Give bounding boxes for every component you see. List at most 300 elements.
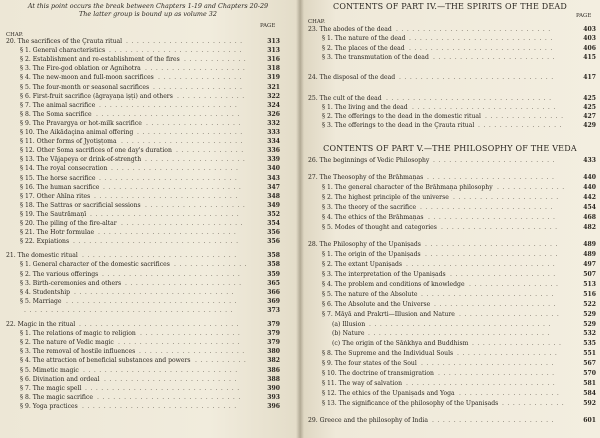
- toc-entry-title: § 4. The attraction of beneficial substances and powers: [20, 357, 191, 365]
- chapter-column-header: CHAP.: [308, 19, 325, 25]
- toc-section-row: [20, 394, 280, 401]
- toc-entry-title: § 5. Marriage: [20, 297, 62, 305]
- toc-page-number: 425: [583, 103, 596, 111]
- dot-leader: ..........................: [99, 101, 241, 109]
- toc-page-number: 352: [267, 210, 280, 218]
- toc-entry-title: § 6. The Absolute and the Universe: [322, 300, 431, 308]
- toc-page-number: 379: [267, 330, 280, 338]
- dot-leader: ................................: [66, 297, 240, 305]
- dot-leader: .............................: [82, 402, 240, 410]
- toc-chapter-row: [6, 252, 280, 259]
- toc-section-row: [20, 307, 280, 314]
- dot-leader: .........................: [421, 290, 557, 298]
- toc-page-number: 532: [583, 330, 596, 338]
- toc-entry-title: § 2. Establishment and re-establishment of the fires: [20, 56, 180, 64]
- toc-page-number: 332: [267, 119, 280, 127]
- dot-leader: .......................: [432, 417, 558, 425]
- toc-page-number: 417: [583, 74, 596, 82]
- toc-entry-title: 22. Magic in the ritual: [6, 321, 76, 328]
- toc-entry-title: § 3. Birth-ceremonies and others: [20, 279, 122, 287]
- dot-leader: ...............: [485, 113, 567, 121]
- toc-entry-title: 27. The Theosophy of the Brāhmaṇas: [308, 174, 424, 182]
- toc-page-number: 334: [267, 138, 280, 146]
- toc-section-row: [322, 194, 596, 201]
- toc-section-row: [322, 184, 596, 191]
- toc-page-number: 403: [583, 26, 596, 33]
- toc-chapter-row: [6, 38, 280, 45]
- toc-page-number: 442: [583, 194, 596, 202]
- toc-page-number: 358: [267, 252, 280, 260]
- dot-leader: ...................: [145, 201, 249, 209]
- dot-leader: .........................: [421, 360, 557, 368]
- toc-entry-title: § 12. The ethics of the Upaniṣads and Yoga: [322, 389, 455, 397]
- toc-entry-title: 25. The cult of the dead: [308, 94, 382, 102]
- toc-section-row: [20, 330, 280, 337]
- toc-page-number: 365: [267, 279, 280, 287]
- toc-page-number: 535: [583, 340, 596, 348]
- dot-leader: ....................: [139, 348, 248, 356]
- toc-section-row: [322, 400, 596, 407]
- dot-leader: ..............................: [74, 288, 238, 296]
- toc-entry-title: § 22. Expiations: [20, 238, 70, 246]
- toc-entry-title: § 9. Yoga practices: [20, 402, 78, 410]
- dot-leader: .............................: [396, 26, 554, 33]
- toc-entry-title: § 10. The Aikādaçina animal offering: [20, 129, 134, 136]
- toc-section-row: [322, 104, 596, 111]
- dot-leader: .............: [177, 92, 248, 100]
- toc-page-number: 339: [267, 156, 280, 164]
- dot-leader: ...................: [459, 310, 563, 318]
- toc-section-row: [322, 122, 596, 129]
- dot-leader: ..................................: [368, 330, 553, 338]
- toc-page-number: 340: [267, 165, 280, 173]
- toc-section-row: [322, 301, 596, 308]
- toc-section-row: [20, 339, 280, 346]
- dot-leader: ...........................: [97, 393, 244, 401]
- toc-section-row: [322, 311, 596, 318]
- toc-entry-title: § 3. The offerings to the dead in the Çrauta ritual: [322, 122, 475, 130]
- toc-page-number: 429: [583, 122, 596, 130]
- toc-entry-title: § 1. The relations of magic to religion: [20, 330, 136, 338]
- dot-leader: ...............................: [386, 94, 555, 102]
- toc-page-number: 313: [267, 38, 280, 45]
- toc-section-row: [20, 184, 280, 191]
- toc-chapter-row: [308, 74, 596, 81]
- toc-page-number: 406: [583, 44, 596, 52]
- dot-leader: ............: [184, 56, 250, 64]
- toc-page-number: 369: [267, 297, 280, 305]
- toc-section-row: [322, 35, 596, 42]
- toc-section-row: [322, 214, 596, 221]
- dot-leader: .......................: [434, 300, 560, 308]
- toc-page-number: 489: [583, 241, 596, 249]
- toc-entry-title: § 8. The Soma sacrifice: [20, 110, 92, 118]
- dot-leader: ....................: [137, 129, 246, 136]
- toc-section-row: [322, 251, 596, 258]
- toc-chapter-row: [6, 321, 280, 328]
- toc-page-number: 601: [583, 417, 596, 425]
- toc-page-number: 316: [267, 56, 280, 64]
- toc-section-row: [20, 47, 280, 54]
- toc-entry-title: § 2. The highest principle of the universe: [322, 194, 449, 202]
- toc-section-row: [322, 204, 596, 211]
- toc-section-row: [20, 261, 280, 268]
- toc-entry-title: (a) Illusion: [332, 320, 366, 328]
- toc-chapter-row: [308, 174, 596, 181]
- toc-section-row: [20, 102, 280, 109]
- dot-leader: .............................: [399, 74, 557, 82]
- toc-page-number: 386: [267, 366, 280, 374]
- dot-leader: ........................: [111, 165, 242, 173]
- toc-entry-title: § 19. The Sautrāmaṇī: [20, 210, 87, 218]
- toc-section-row: [20, 357, 280, 364]
- toc-entry-title: § 4. The problem and conditions of knowledge: [322, 280, 465, 288]
- part4-title: CONTENTS OF PART IV.—THE SPIRITS OF THE DEAD: [333, 2, 567, 11]
- dot-leader: .................: [469, 280, 562, 288]
- toc-entry-title: § 3. The removal of hostile influences: [20, 348, 136, 356]
- toc-entry-title: § 1. General characteristics: [20, 47, 106, 55]
- dot-leader: ...................: [145, 156, 249, 164]
- dot-leader: ........................: [427, 174, 558, 182]
- toc-page-number: 440: [583, 174, 596, 182]
- toc-section-row: [322, 360, 596, 367]
- page-column-header: PAGE: [260, 23, 276, 29]
- toc-page-number: 425: [583, 94, 596, 102]
- toc-page-number: 551: [583, 350, 596, 358]
- toc-page-number: 522: [583, 300, 596, 308]
- toc-entry-title: (b) Nature: [332, 330, 365, 338]
- toc-section-row: [20, 385, 280, 392]
- dot-leader: .................: [153, 83, 246, 91]
- toc-entry-title: § 8. The Supreme and the Individual Souls: [322, 350, 454, 358]
- toc-section-row: [322, 271, 596, 278]
- toc-section-row: [20, 165, 280, 172]
- dot-leader: .............................: [85, 384, 243, 392]
- dot-leader: ..............................: [79, 321, 243, 328]
- toc-section-row: [322, 113, 596, 120]
- toc-section-row: [20, 193, 280, 200]
- right-page: [300, 0, 600, 438]
- dot-leader: .......................: [118, 339, 244, 347]
- dot-leader: ...........................: [409, 35, 556, 43]
- toc-page-number: 366: [267, 288, 280, 296]
- toc-page-number: 440: [583, 184, 596, 192]
- toc-page-number: 433: [583, 157, 596, 164]
- toc-section-row: [322, 291, 596, 298]
- dot-leader: ......................: [125, 279, 245, 287]
- toc-page-number: 489: [583, 251, 596, 259]
- toc-entry-title: 26. The beginnings of Vedic Philosophy: [308, 157, 430, 164]
- toc-chapter-row: [308, 417, 596, 424]
- toc-entry-title: § 2. The offerings to the dead in the domestic ritual: [322, 113, 481, 121]
- toc-page-number: 347: [267, 183, 280, 191]
- toc-entry-title: 28. The Philosophy of the Upaniṣads: [308, 241, 421, 249]
- toc-section-row: [322, 370, 596, 377]
- toc-page-number: 333: [267, 129, 280, 136]
- dot-leader: .............................: [82, 252, 240, 260]
- toc-page-number: 415: [583, 53, 596, 61]
- dot-leader: .........................: [109, 47, 245, 55]
- toc-page-number: 379: [267, 339, 280, 347]
- dot-leader: ................: [158, 74, 245, 82]
- toc-page-number: 343: [267, 174, 280, 182]
- toc-section-row: [322, 380, 596, 387]
- toc-page-number: 313: [267, 47, 280, 55]
- toc-entry-title: § 9. The four states of the Soul: [322, 360, 417, 368]
- toc-section-row: [20, 289, 280, 296]
- toc-section-row: [20, 271, 280, 278]
- toc-entry-title: § 2. The extant Upaniṣads: [322, 261, 403, 269]
- toc-section-row: [20, 229, 280, 236]
- toc-page-number: 454: [583, 204, 596, 212]
- toc-page-number: 497: [583, 261, 596, 269]
- toc-entry-title: § 5. Mimetic magic: [20, 366, 79, 374]
- toc-page-number: 468: [583, 214, 596, 221]
- toc-entry-title: § 5. The nature of the Absolute: [322, 290, 418, 298]
- dot-leader: ...........................: [412, 103, 559, 111]
- toc-section-row: [20, 74, 280, 81]
- toc-entry-title: § 15. The horse sacrifice: [20, 174, 96, 182]
- toc-page-number: 356: [267, 229, 280, 237]
- book-gutter: [296, 0, 304, 438]
- toc-page-number: 393: [267, 393, 280, 401]
- toc-section-row: [322, 261, 596, 268]
- toc-entry-title: 21. The domestic ritual: [6, 252, 78, 260]
- dot-leader: ........................: [428, 214, 559, 221]
- toc-section-row: [20, 211, 280, 218]
- toc-entry-title: § 1. The nature of the dead: [322, 35, 406, 43]
- toc-section-row: [20, 120, 280, 127]
- toc-page-number: 358: [267, 261, 280, 269]
- toc-entry-title: 29. Greece and the philosophy of India: [308, 417, 428, 425]
- toc-entry-title: § 21. The Hotr formulae: [20, 229, 95, 237]
- toc-entry-title: § 1. The origin of the Upaniṣads: [322, 251, 421, 259]
- toc-entry-title: § 5. Modes of thought and categories: [322, 223, 437, 231]
- dot-leader: ......................: [438, 370, 558, 377]
- toc-page-number: 592: [583, 399, 596, 407]
- toc-page-number: 322: [267, 92, 280, 100]
- toc-entry-title: § 2. The places of the dead: [322, 44, 405, 52]
- toc-entry-title: 24. The disposal of the dead: [308, 74, 396, 82]
- toc-subsection-row: [332, 321, 596, 328]
- dot-leader: ..........: [195, 357, 250, 365]
- toc-entry-title: § 1. The general character of the Brāhmaṇa philosophy: [322, 184, 493, 192]
- dot-leader: ..............: [174, 261, 251, 269]
- toc-page-number: 403: [583, 35, 596, 43]
- toc-section-row: [20, 202, 280, 209]
- toc-entry-title: § 4. The ethics of the Brāhmaṇas: [322, 214, 424, 221]
- volume-bound-note: The latter group is bound up as volume 32: [79, 10, 217, 18]
- toc-page-number: 507: [583, 271, 596, 278]
- page-column-header: PAGE: [576, 13, 592, 19]
- toc-entry-title: 23. The abodes of the dead: [308, 26, 392, 33]
- dot-leader: .............: [176, 147, 247, 155]
- toc-page-number: 482: [583, 223, 596, 231]
- dot-leader: ...........................: [409, 44, 556, 52]
- toc-entry-title: § 11. The way of salvation: [322, 379, 403, 387]
- dot-leader: .........................: [425, 251, 561, 259]
- toc-entry-title: § 17. Other Ahīna rites: [20, 192, 91, 200]
- toc-page-number: 581: [583, 379, 596, 387]
- dot-leader: ..........................: [98, 229, 240, 237]
- toc-page-number: 570: [583, 370, 596, 377]
- toc-section-row: [20, 403, 280, 410]
- toc-page-number: 380: [267, 348, 280, 356]
- toc-entry-title: (c) The origin of the Sāṅkhya and Buddhism: [332, 340, 469, 348]
- dot-leader: ...................: [140, 330, 244, 338]
- toc-entry-title: § 7. The animal sacrifice: [20, 101, 96, 109]
- toc-entry-title: 20. The sacrifices of the Çrauta ritual: [6, 38, 123, 45]
- toc-page-number: 382: [267, 357, 280, 365]
- chapter-column-header: CHAP.: [6, 32, 23, 38]
- dot-leader: .......................: [433, 53, 559, 61]
- toc-entry-title: § 20. The piling of the fire-altar: [20, 220, 117, 227]
- dot-leader: .......................: [121, 138, 247, 146]
- volume-break-note: At this point occurs the break between Chapters 1-19 and Chapters 20-29: [27, 2, 269, 10]
- toc-section-row: [20, 220, 280, 227]
- toc-page-number: 427: [583, 113, 596, 121]
- part5-title: CONTENTS OF PART V.—THE PHILOSOPHY OF THE VEDA: [323, 144, 577, 153]
- toc-section-row: [20, 65, 280, 72]
- toc-page-number: 516: [583, 290, 596, 298]
- toc-section-row: [322, 45, 596, 52]
- dot-leader: .................: [472, 340, 565, 348]
- toc-entry-title: § 1. General character of the domestic sacrifices: [20, 261, 170, 269]
- dot-leader: .......................: [121, 220, 247, 227]
- toc-section-row: [20, 376, 280, 383]
- toc-entry-title: § 5. The four-month or seasonal sacrifices: [20, 83, 150, 91]
- toc-page-number: 379: [267, 321, 280, 328]
- toc-entry-title: § 4. The new-moon and full-moon sacrifices: [20, 74, 154, 82]
- toc-chapter-row: [308, 95, 596, 102]
- toc-page-number: 354: [267, 220, 280, 227]
- toc-page-number: 388: [267, 375, 280, 383]
- toc-page-number: 390: [267, 384, 280, 392]
- toc-entry-title: § 10. The doctrine of transmigration: [322, 370, 434, 377]
- toc-page-number: 567: [583, 360, 596, 368]
- toc-entry-title: § 1. The living and the dead: [322, 103, 408, 111]
- toc-page-number: 529: [583, 320, 596, 328]
- toc-page-number: 326: [267, 110, 280, 118]
- toc-section-row: [20, 175, 280, 182]
- toc-page-number: 336: [267, 147, 280, 155]
- dot-leader: .............................: [83, 366, 241, 374]
- toc-page-number: 356: [267, 238, 280, 246]
- dot-leader: .......................: [433, 157, 559, 164]
- toc-entry-title: § 18. The Sattras or sacrificial sessions: [20, 201, 141, 209]
- toc-page-number: 373: [267, 306, 280, 314]
- toc-entry-title: § 13. The Vājapeya or drink-of-strength: [20, 156, 142, 164]
- dot-leader: ............................: [90, 210, 243, 218]
- toc-entry-title: § 7. Māyā and Prakrti—Illusion and Nature: [322, 310, 455, 318]
- toc-entry-title: § 13. The significance of the philosophy of the Upaniṣads: [322, 399, 499, 407]
- toc-section-row: [322, 390, 596, 397]
- dot-leader: ...................: [145, 65, 249, 73]
- toc-page-number: 584: [583, 389, 596, 397]
- toc-entry-title: § 3. The Fire-god oblation or Agnihotra: [20, 65, 141, 73]
- toc-page-number: 396: [267, 402, 280, 410]
- dot-leader: ......................: [441, 223, 561, 231]
- toc-entry-title: § 14. The royal consecration: [20, 165, 108, 173]
- toc-entry-title: § 16. The human sacrifice: [20, 183, 100, 191]
- toc-page-number: 321: [267, 83, 280, 91]
- toc-section-row: [322, 350, 596, 357]
- toc-section-row: [20, 93, 280, 100]
- toc-subsection-row: [332, 340, 596, 347]
- dot-leader: ..........................: [102, 270, 244, 278]
- toc-entry-title: § 9. The Pravargya or hot-milk sacrifice: [20, 119, 142, 127]
- toc-entry-title: § 4. Studentship: [20, 288, 71, 296]
- toc-section-row: [20, 156, 280, 163]
- toc-entry-title: § 2. The nature of Vedic magic: [20, 339, 114, 347]
- dot-leader: ................: [478, 122, 565, 130]
- toc-entry-title: § 2. The various offerings: [20, 270, 99, 278]
- dot-leader: ............................: [406, 261, 559, 269]
- toc-section-row: [20, 348, 280, 355]
- toc-page-number: 513: [583, 280, 596, 288]
- dot-leader: ............: [502, 399, 568, 407]
- toc-page-number: 318: [267, 65, 280, 73]
- toc-entry-title: § 11. Other forms of Jyotiṣṭoma: [20, 138, 117, 146]
- dot-leader: ..................................: [369, 320, 554, 328]
- toc-entry-title: § 12. Other Soma sacrifices of one day's duration: [20, 147, 172, 155]
- dot-leader: ..........................: [99, 174, 241, 182]
- toc-section-row: [20, 147, 280, 154]
- toc-section-row: [20, 298, 280, 305]
- toc-section-row: [20, 238, 280, 245]
- toc-page-number: 319: [267, 74, 280, 82]
- dot-leader: .............: [497, 184, 568, 192]
- dot-leader: ..................: [146, 119, 244, 127]
- dot-leader: ......................: [126, 38, 246, 45]
- toc-section-row: [322, 54, 596, 61]
- toc-page-number: 359: [267, 270, 280, 278]
- dot-leader: .........................: [420, 204, 556, 212]
- toc-entry-title: § 3. The theory of the sacrifice: [322, 204, 417, 212]
- toc-section-row: [20, 84, 280, 91]
- toc-section-row: [20, 367, 280, 374]
- dot-leader: ...........................: [94, 192, 241, 200]
- dot-leader: .......................................: [24, 306, 237, 314]
- dot-leader: .........................: [425, 241, 561, 249]
- toc-subsection-row: [332, 330, 596, 337]
- dot-leader: ....................: [453, 194, 562, 202]
- toc-page-number: 529: [583, 310, 596, 318]
- toc-page-number: 324: [267, 101, 280, 109]
- toc-section-row: [20, 129, 280, 136]
- toc-page-number: 349: [267, 201, 280, 209]
- dot-leader: ............................: [406, 379, 559, 387]
- dot-leader: .........................: [104, 375, 240, 383]
- toc-chapter-row: [308, 26, 596, 33]
- dot-leader: ...............................: [73, 238, 242, 246]
- toc-entry-title: § 7. The magic spell: [20, 384, 82, 392]
- toc-entry-title: § 3. The interpretation of the Upaniṣads: [322, 271, 446, 278]
- toc-entry-title: § 6. First-fruit sacrifice (āgrayaṇa iṣṭi) and others: [20, 92, 173, 100]
- toc-entry-title: § 8. The magic sacrifice: [20, 393, 93, 401]
- toc-chapter-row: [308, 157, 596, 164]
- dot-leader: ...........................: [96, 110, 243, 118]
- toc-section-row: [20, 138, 280, 145]
- dot-leader: ....................: [450, 271, 559, 278]
- toc-section-row: [322, 281, 596, 288]
- toc-section-row: [20, 56, 280, 63]
- toc-section-row: [20, 280, 280, 287]
- toc-entry-title: § 6. Divination and ordeal: [20, 375, 100, 383]
- toc-section-row: [20, 111, 280, 118]
- toc-section-row: [322, 224, 596, 231]
- dot-leader: ...................: [459, 389, 563, 397]
